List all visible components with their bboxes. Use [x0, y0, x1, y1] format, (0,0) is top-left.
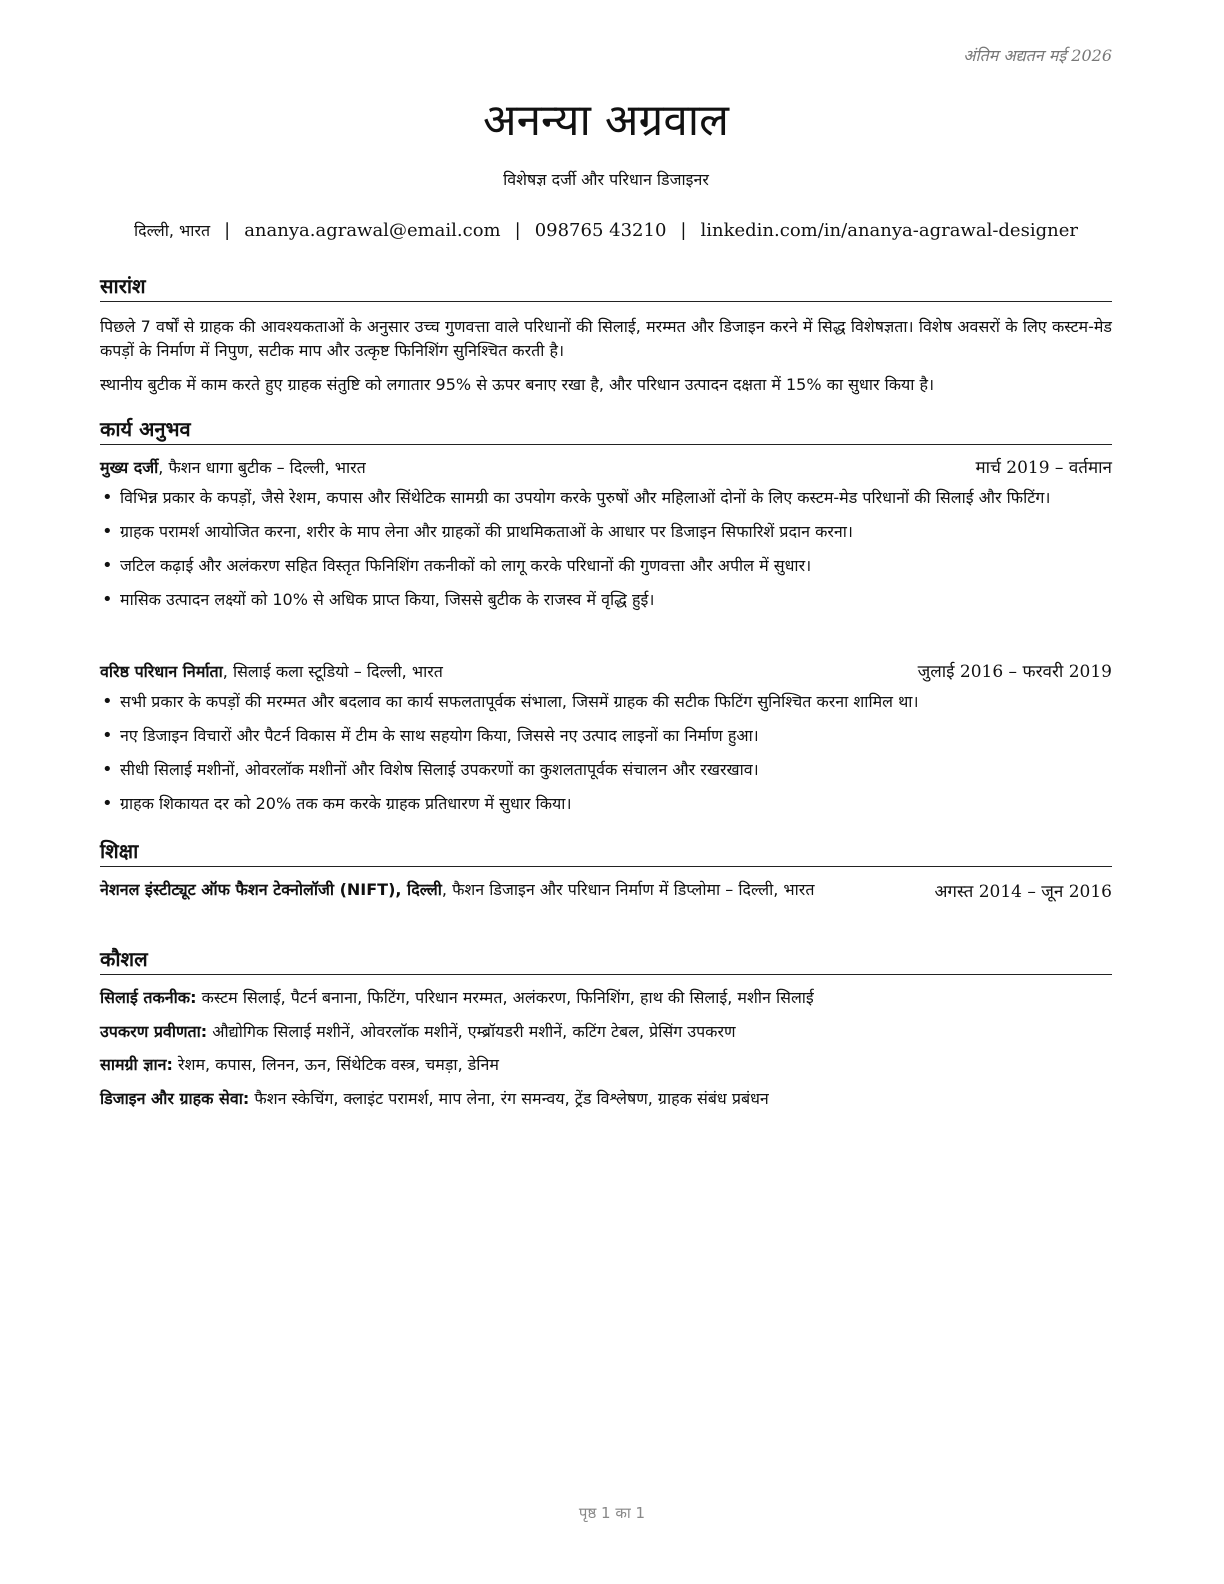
contact-line — [100, 219, 1112, 241]
contact-separator: | — [680, 220, 687, 241]
skill-value: रेशम, कपास, लिनन, ऊन, सिंथेटिक वस्त्र, चमड़ा, डेनिम — [172, 1055, 499, 1074]
summary-heading: सारांश — [100, 272, 1112, 302]
education-heading: शिक्षा — [100, 837, 1112, 867]
skill-value: औद्योगिक सिलाई मशीनें, ओवरलॉक मशीनें, एम्ब्रॉयडरी मशीनें, कटिंग टेबल, प्रेसिंग उपकरण — [207, 1022, 736, 1041]
job-header — [100, 660, 1112, 684]
skill-value: कस्टम सिलाई, पैटर्न बनाना, फिटिंग, परिधान मरम्मत, अलंकरण, फिनिशिंग, हाथ की सिलाई, मशीन सिलाई — [196, 988, 814, 1007]
summary-paragraph-1: पिछले 7 वर्षों से ग्राहक की आवश्यकताओं के अनुसार उच्च गुणवत्ता वाले परिधानों की सिलाई, मरम्मत और डिजाइन करने में सिद्ध विशेषज्ञता। विशेष अवसरों के लिए कस्टम-मेड कपड़ों के निर्माण में निपुण, सटीक माप और उत्कृष्ट फिनिशिंग सुनिश्चित करती है। — [100, 317, 1112, 360]
resume-page — [100, 0, 1112, 1584]
candidate-name: अनन्या अग्रवाल — [482, 95, 730, 146]
skill-label: सामग्री ज्ञान: — [100, 1055, 173, 1074]
contact-email[interactable]: ananya.agrawal@email.com — [244, 220, 501, 241]
skill-label: उपकरण प्रवीणता: — [100, 1022, 208, 1041]
job-dates: जुलाई 2016 – फरवरी 2019 — [917, 662, 1112, 682]
list-item: • मासिक उत्पादन लक्ष्यों को 10% से अधिक प्राप्त किया, जिससे बुटीक के राजस्व में वृद्धि हुई। — [100, 588, 1112, 612]
list-item: • ग्राहक परामर्श आयोजित करना, शरीर के माप लेना और ग्राहकों की प्राथमिकताओं के आधार पर डिजाइन सिफारिशें प्रदान करना। — [100, 520, 1112, 544]
skill-label: सिलाई तकनीक: — [100, 988, 197, 1007]
skill-line — [100, 986, 1112, 1010]
page-number: पृष्ठ 1 का 1 — [578, 1504, 646, 1522]
education-entry — [100, 878, 890, 902]
list-item: • सभी प्रकार के कपड़ों की मरम्मत और बदलाव का कार्य सफलतापूर्वक संभाला, जिसमें ग्राहक की सटीक फिटिंग सुनिश्चित करना शामिल था। — [100, 690, 1112, 714]
education-institution: नेशनल इंस्टीट्यूट ऑफ फैशन टेक्नोलॉजी (NIFT), दिल्ली — [100, 880, 442, 899]
list-item: • नए डिजाइन विचारों और पैटर्न विकास में टीम के साथ सहयोग किया, जिससे नए उत्पाद लाइनों का निर्माण हुआ। — [100, 724, 1112, 748]
skill-line — [100, 1087, 1112, 1111]
job-title: मुख्य दर्जी — [100, 458, 159, 477]
skills-heading: कौशल — [100, 945, 1112, 975]
candidate-title: विशेषज्ञ दर्जी और परिधान डिजाइनर — [503, 170, 709, 189]
list-item: • विभिन्न प्रकार के कपड़ों, जैसे रेशम, कपास और सिंथेटिक सामग्री का उपयोग करके पुरुषों और महिलाओं दोनों के लिए कस्टम-मेड परिधानों की सिलाई और फिटिंग। — [100, 486, 1112, 510]
contact-phone: 098765 43210 — [534, 220, 667, 241]
education-dates: अगस्त 2014 – जून 2016 — [934, 882, 1112, 902]
summary-paragraph-2: स्थानीय बुटीक में काम करते हुए ग्राहक संतुष्टि को लगातार 95% से ऊपर बनाए रखा है, और परिधान उत्पादन दक्षता में 15% का सुधार किया है। — [100, 375, 935, 394]
contact-separator: | — [224, 220, 231, 241]
skill-label: डिजाइन और ग्राहक सेवा: — [100, 1089, 250, 1108]
skill-line — [100, 1020, 1112, 1044]
list-item: • जटिल कढ़ाई और अलंकरण सहित विस्तृत फिनिशिंग तकनीकों को लागू करके परिधानों की गुणवत्ता और अपील में सुधार। — [100, 554, 1112, 578]
contact-linkedin[interactable]: linkedin.com/in/ananya-agrawal-designer — [700, 220, 1078, 241]
job-org: , फैशन धागा बुटीक – दिल्ली, भारत — [158, 458, 366, 477]
list-item: • ग्राहक शिकायत दर को 20% तक कम करके ग्राहक प्रतिधारण में सुधार किया। — [100, 792, 1112, 816]
contact-location: दिल्ली, भारत — [134, 221, 211, 240]
skill-line — [100, 1053, 1112, 1077]
last-updated: अंतिम अद्यतन मई 2026 — [963, 46, 1112, 65]
job-bullets — [100, 486, 1112, 622]
skill-value: फैशन स्केचिंग, क्लाइंट परामर्श, माप लेना, रंग समन्वय, ट्रेंड विश्लेषण, ग्राहक संबंध प्रबंधन — [249, 1089, 769, 1108]
job-title: वरिष्ठ परिधान निर्माता — [100, 662, 223, 681]
contact-separator: | — [514, 220, 521, 241]
job-org: , सिलाई कला स्टूडियो – दिल्ली, भारत — [222, 662, 443, 681]
experience-heading: कार्य अनुभव — [100, 415, 1112, 445]
job-bullets — [100, 690, 1112, 826]
job-dates: मार्च 2019 – वर्तमान — [975, 458, 1112, 478]
list-item: • सीधी सिलाई मशीनों, ओवरलॉक मशीनों और विशेष सिलाई उपकरणों का कुशलतापूर्वक संचालन और रखरखाव। — [100, 758, 1112, 782]
job-header — [100, 456, 1112, 480]
education-detail: , फैशन डिजाइन और परिधान निर्माण में डिप्लोमा – दिल्ली, भारत — [441, 880, 815, 899]
